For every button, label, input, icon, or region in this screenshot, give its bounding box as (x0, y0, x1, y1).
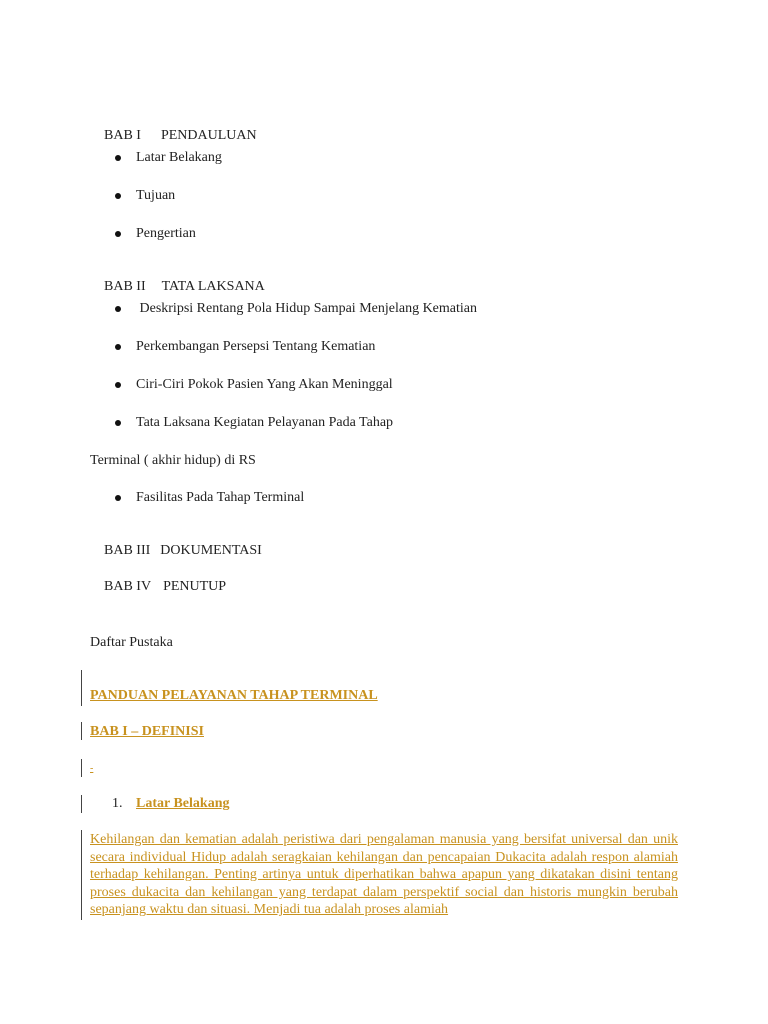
body-paragraph-text: Kehilangan dan kematian adalah peristiwa dari pengalaman manusia yang bersifat universal dan unik secara individual Hidup adalah seragkaian kehilangan dan pencapaian Dukacita adalah respon alamiah terhadap kehilangan. Penting artinya untuk diperhatikan bahwa apapun yang dikatakan disini tentang proses dukacita dan kehilangan yang terdapat dalam perspektif social dan historis mungkin berubah sepanjang waktu dan situasi. Menjadi tua adalah proses alamiah (90, 832, 678, 918)
toc-bab2-label: BAB II (104, 279, 146, 294)
toc-item-fasilitas: Fasilitas Pada Tahap Terminal (136, 490, 305, 505)
numbered-item-label[interactable]: Latar Belakang (136, 796, 230, 811)
numbered-item-number: 1. (112, 796, 123, 811)
toc-bab4 (90, 563, 226, 611)
bullet-icon (115, 382, 121, 388)
toc-daftar-pustaka: Daftar Pustaka (90, 635, 173, 650)
toc-bab2-title: TATA LAKSANA (161, 279, 265, 294)
toc-item-deskripsi: Deskripsi Rentang Pola Hidup Sampai Menjelang Kematian (136, 301, 477, 316)
toc-item-perkembangan: Perkembangan Persepsi Tentang Kematian (136, 339, 376, 354)
change-bar (81, 670, 82, 706)
toc-bab1-title: PENDAULUAN (160, 128, 257, 143)
section-heading[interactable]: BAB I – DEFINISI (90, 724, 204, 739)
document-title[interactable]: PANDUAN PELAYANAN TAHAP TERMINAL (90, 688, 378, 703)
bullet-icon (115, 193, 121, 199)
toc-bab3-title: DOKUMENTASI (160, 543, 262, 558)
bullet-icon (115, 495, 121, 501)
toc-bab4-title: PENUTUP (163, 579, 227, 594)
toc-bab1-label: BAB I (104, 128, 141, 143)
toc-item-pengertian: Pengertian (136, 226, 196, 241)
bullet-icon (115, 231, 121, 237)
bullet-icon (115, 344, 121, 350)
change-bar (81, 722, 82, 740)
toc-item-tata-laksana: Tata Laksana Kegiatan Pelayanan Pada Tahap (136, 415, 394, 430)
toc-item-latar-belakang: Latar Belakang (136, 150, 222, 165)
blank-marker: - (90, 763, 94, 774)
toc-item-ciri-ciri: Ciri-Ciri Pokok Pasien Yang Akan Meninggal (136, 377, 393, 392)
toc-item-tujuan: Tujuan (136, 188, 176, 203)
change-bar (81, 795, 82, 813)
bullet-icon (115, 155, 121, 161)
toc-item-continuation: Terminal ( akhir hidup) di RS (90, 453, 256, 468)
toc-bab3-label: BAB III (104, 543, 151, 558)
bullet-icon (115, 306, 121, 312)
toc-bab4-label: BAB IV (104, 579, 152, 594)
change-bar (81, 759, 82, 777)
change-bar (81, 830, 82, 920)
body-paragraph[interactable] (90, 831, 678, 919)
bullet-icon (115, 420, 121, 426)
